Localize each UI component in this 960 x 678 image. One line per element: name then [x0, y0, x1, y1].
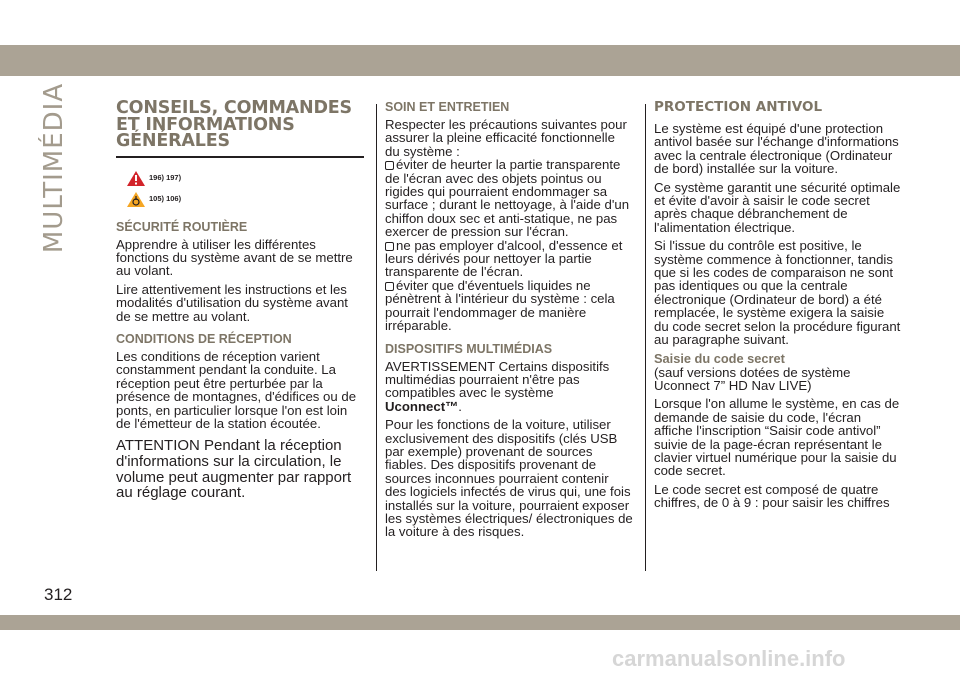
- caution-amber-triangle-icon: [126, 191, 146, 208]
- column-1: [116, 100, 364, 506]
- main-title-line: GÉNÉRALES: [116, 131, 230, 151]
- caution-refs: 105) 106): [149, 194, 182, 204]
- antivol-paragraph-1: Le système est équipé d'une protection antivol basée sur l'échange d'informations avec la centrale électronique (Ordinateur de bord) installée sur la voiture.: [654, 121, 899, 177]
- title-rule: [116, 156, 364, 158]
- warning-red-triangle-icon: [126, 170, 146, 187]
- list-item: [385, 279, 633, 333]
- dispositifs-heading: DISPOSITIFS MULTIMÉDIAS: [385, 341, 553, 356]
- main-title-line: CONSEILS, COMMANDES: [116, 98, 352, 118]
- column-2: [385, 100, 633, 544]
- saisie-paragraph-2: Le code secret est composé de quatre chiffres, de 0 à 9 : pour saisir les chiffres: [654, 481, 890, 511]
- avertissement-note: [385, 360, 633, 414]
- brand-name: Uconnect™: [385, 398, 459, 414]
- securite-paragraph-1: Apprendre à utiliser les différentes fonctions du système avant de se mettre au volant.: [116, 236, 353, 279]
- saisie-paragraph-1: Lorsque l'on allume le système, en cas de demande de saisie du code, l'écran affiche l'inscription “Saisir code antivol” suivie de la page-écran représentant le clavier virtuel numérique pour la saisie du code secret.: [654, 396, 900, 479]
- bottom-band: [0, 615, 960, 630]
- attention-note: ATTENTION Pendant la réception d'informations sur la circulation, le volume peut augmenter par rapport au réglage courant.: [116, 437, 352, 502]
- page-number: 312: [44, 585, 73, 604]
- watermark: carmanualsonline.info: [612, 646, 846, 671]
- securite-paragraph-2: Lire attentivement les instructions et les modalités d'utilisation du système avant de se mettre au volant.: [116, 281, 348, 324]
- checkbox-bullet-icon: [385, 282, 394, 291]
- antivol-paragraph-3: Si l'issue du contrôle est positive, le système commence à fonctionner, tandis que si les codes de comparaison ne sont pas identiques ou que la centrale électronique (Ordinateur de bord) a été remplacée, le système exigera la saisie du code secret selon la procédure figurant au paragraphe suivant.: [654, 238, 901, 348]
- list-item: [385, 239, 633, 279]
- securite-heading: SÉCURITÉ ROUTIÈRE: [116, 219, 248, 234]
- list-item-text: ne pas employer d'alcool, d'essence et leurs dérivés pour nettoyer la partie transparente de l'écran.: [385, 237, 623, 280]
- dispositifs-paragraph: Pour les fonctions de la voiture, utiliser exclusivement des dispositifs (clés USB par exemple) provenant de sources fiables. Des dispositifs provenant de sources inconnues pourraient contenir des logiciels infectés de virus qui, une fois installés sur la voiture, pourraient exposer les systèmes électriques/ électroniques de la voiture à des risques.: [385, 417, 633, 540]
- list-item-text: éviter de heurter la partie transparente de l'écran avec des objets pointus ou rigides qui pourraient endommager sa surface ; durant le nettoyage, à l'aide d'un chiffon doux sec et anti-statique, ne pas exercer de pression sur l'écran.: [385, 157, 630, 240]
- top-band: [0, 45, 960, 76]
- antivol-paragraph-2: Ce système garantit une sécurité optimale et évite d'avoir à saisir le code secret après chaque débranchement de l'alimentation électrique.: [654, 179, 901, 235]
- column-divider-1: [376, 104, 377, 571]
- list-item-text: éviter que d'éventuels liquides ne pénètrent à l'intérieur du système : cela pourrait l'endommager de manière irréparable.: [385, 277, 615, 334]
- list-item: [385, 158, 633, 238]
- column-divider-2: [645, 104, 646, 571]
- main-title: [116, 100, 364, 150]
- main-title-line: ET INFORMATIONS: [116, 114, 295, 135]
- section-side-label: MULTIMÉDIA: [39, 82, 69, 254]
- reception-heading: CONDITIONS DE RÉCEPTION: [116, 331, 292, 346]
- soin-heading: SOIN ET ENTRETIEN: [385, 100, 510, 114]
- avertissement-text: AVERTISSEMENT Certains dispositifs multimédias pourraient n'être pas compatibles avec le système: [385, 358, 610, 401]
- saisie-heading: Saisie du code secret: [654, 350, 785, 366]
- avertissement-end: .: [458, 398, 462, 414]
- checkbox-bullet-icon: [385, 242, 394, 251]
- warning-refs: 196) 197): [149, 173, 182, 183]
- column-3: [654, 100, 902, 515]
- saisie-note: (sauf versions dotées de système Uconnect 7” HD Nav LIVE): [654, 364, 851, 393]
- antivol-heading: PROTECTION ANTIVOL: [654, 99, 823, 115]
- warning-reference: [126, 168, 364, 189]
- reception-paragraph: Les conditions de réception varient constamment pendant la conduite. La réception peut être perturbée par la présence de montagnes, d'édifices ou de ponts, en particulier lorsque l'on est loin de l'émetteur de la station écoutée.: [116, 348, 357, 431]
- checkbox-bullet-icon: [385, 161, 394, 170]
- caution-reference: [126, 189, 364, 210]
- soin-intro: Respecter les précautions suivantes pour assurer la pleine efficacité fonctionnelle du système :: [385, 117, 627, 159]
